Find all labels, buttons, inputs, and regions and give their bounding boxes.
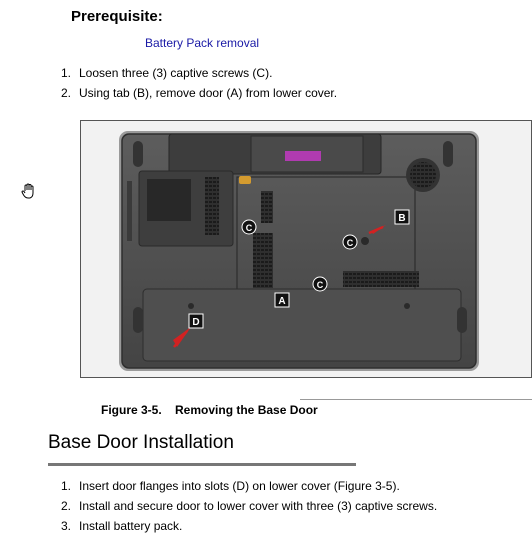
callout-c-2	[343, 235, 357, 249]
step-number: 3.	[60, 519, 71, 533]
step-number: 2.	[60, 86, 71, 100]
hand-cursor-icon	[20, 182, 38, 200]
callout-c-label: C	[346, 238, 354, 248]
prerequisite-title: Prerequisite:	[71, 8, 163, 25]
battery-pack-removal-link[interactable]: Battery Pack removal	[145, 36, 260, 50]
heading-underline	[48, 463, 356, 466]
callout-a	[275, 293, 289, 307]
callout-d-label: D	[192, 317, 200, 328]
figure-frame	[80, 120, 532, 378]
step-text: Loosen three (3) captive screws (C).	[79, 66, 273, 80]
callout-a-label: A	[278, 296, 286, 307]
callout-c-3	[313, 277, 327, 291]
callout-c-1	[242, 220, 256, 234]
laptop-underside-image	[81, 121, 532, 378]
callout-b-label: B	[398, 213, 406, 224]
section-heading: Base Door Installation	[48, 432, 234, 453]
step-text: Install and secure door to lower cover with three (3) captive screws.	[79, 499, 438, 513]
step-text: Install battery pack.	[79, 519, 183, 533]
callout-c-label: C	[245, 223, 253, 233]
caption-divider	[300, 399, 532, 400]
battery-label	[285, 151, 321, 161]
step-text: Using tab (B), remove door (A) from lower cover.	[79, 86, 338, 100]
callout-d	[189, 314, 203, 328]
step-number: 2.	[60, 499, 71, 513]
callout-c-label: C	[316, 280, 324, 290]
step-number: 1.	[60, 479, 71, 493]
step-number: 1.	[60, 66, 71, 80]
step-text: Insert door flanges into slots (D) on lower cover (Figure 3-5).	[79, 479, 400, 493]
callout-b	[395, 210, 409, 224]
figure-caption: Figure 3-5. Removing the Base Door	[101, 403, 318, 417]
